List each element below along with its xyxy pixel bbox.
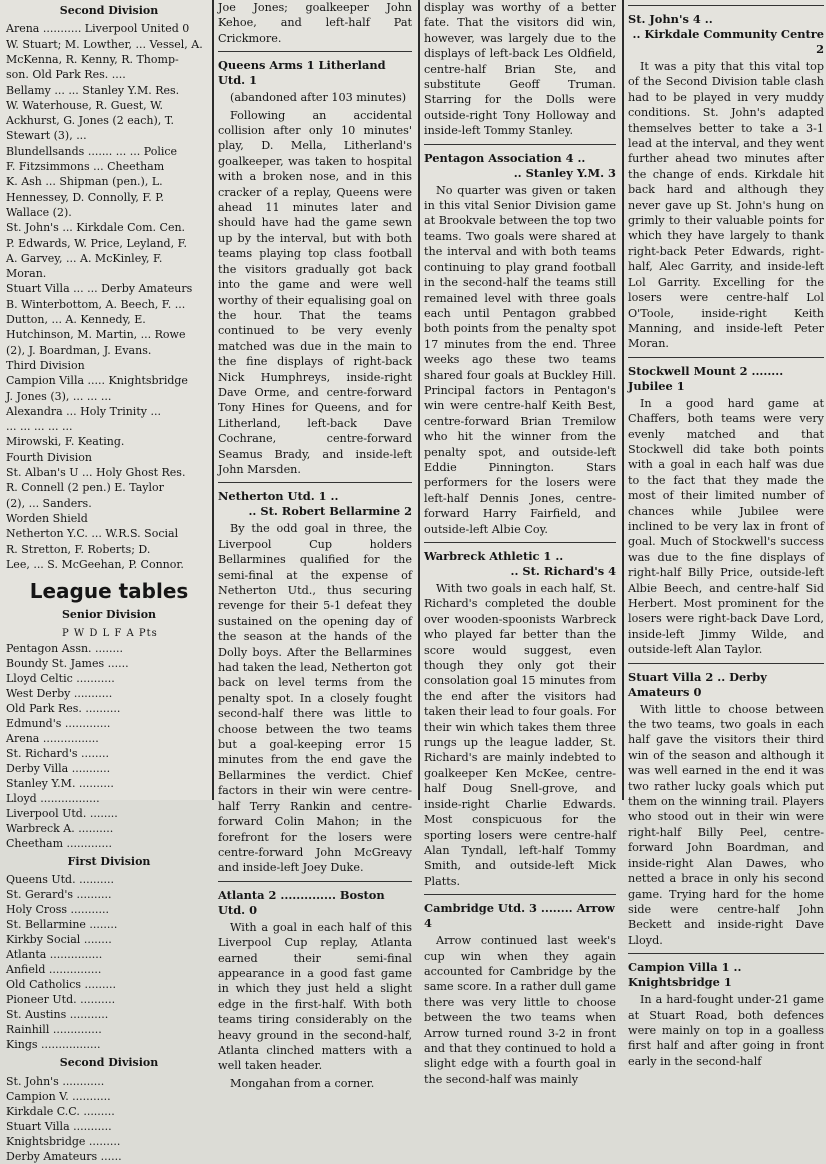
league-tables-title: League tables [29, 579, 189, 604]
article-rule [628, 5, 824, 6]
result-line: Worden Shield [6, 511, 88, 525]
match-headline [628, 12, 824, 57]
report-paragraph: By the odd goal in three, the Liverpool Cup holders Bellarmines qualified for the semi-final at the expense of Netherton Utd., thus securing revenge for their 5-1 defeat they sustained on the opening day of the season at the hands of the Dolly boys. After the Bellarmines had taken the lead, Netherton got back on level terms from the penalty spot. In a closely fought second-half there was little to choose between the two teams but a goal-keeping error 15 minutes from the end gave the Bellarmines the verdict. Chief factors in their win were centre-half Terry Rankin and centre-forward Colin Mahon; in the forefront for the losers were centre-forward John McGreavy and inside-left Joey Duke. [218, 522, 412, 875]
table-row: Kirkby Social ........ [6, 933, 112, 947]
report-paragraph: Mongahan from a corner. [230, 1076, 375, 1090]
table-row: Boundy St. James ...... [6, 656, 129, 670]
result-line: ... ... ... ... ... [6, 420, 73, 434]
headline-score: Netherton Utd. 1 .. [218, 489, 339, 504]
result-line: Third Division [6, 358, 85, 372]
result-line: W. Waterhouse, R. Guest, W. [6, 98, 164, 112]
result-line: Lee, ... S. McGeehan, P. Connor. [6, 557, 184, 571]
match-headline [218, 888, 412, 918]
column-rule [212, 0, 214, 800]
table-row: Stanley Y.M. .......... [6, 776, 114, 790]
table-row: St. John's ............ [6, 1074, 105, 1088]
headline-score: Cambridge Utd. 3 ........ Arrow 4 [424, 901, 615, 931]
report-paragraph: It was a pity that this vital top of the Second Division table clash had to be played in very muddy conditions. St. John's adapted themselves better to take a 3-1 lead at the interval, and they went further ahead two minutes after the change of ends. Kirkdale hit back hard and although they never gave up St. John's hung on grimly to their valuable points for which they have largely to thank right-back Peter Edwards, right-half, Alec Garrity, and inside-left Lol Garrity. Excelling for the losers were centre-half Lol O'Toole, inside-right Keith Manning, and inside-left Peter Moran. [628, 60, 824, 351]
result-line: (2), ... Sanders. [6, 496, 92, 510]
result-line: Bellamy ... ... Stanley Y.M. Res. [6, 83, 180, 97]
report-column-4 [628, 0, 824, 1068]
table-row: Arena ................ [6, 731, 99, 745]
result-line: Arena ........... Liverpool United 0 [6, 22, 190, 36]
result-line: J. Jones (3), ... ... ... [6, 389, 112, 403]
match-headline [218, 489, 412, 519]
result-line: son. Old Park Res. .... [6, 68, 126, 82]
match-reports [628, 5, 824, 1069]
result-line: W. Stuart; M. Lowther, ... Vessel, A. [6, 37, 203, 51]
headline-score: St. John's 4 .. [628, 12, 713, 26]
table-row: Atlanta ............... [6, 948, 103, 962]
table-row: St. Bellarmine ........ [6, 918, 118, 932]
article-rule [628, 663, 824, 664]
table-row: Lloyd Celtic ........... [6, 671, 115, 685]
table-row: St. Austins ........... [6, 1008, 109, 1022]
result-line: P. Edwards, W. Price, Leyland, F. [6, 236, 188, 250]
match-headline [628, 670, 824, 700]
second-division-heading: Second Division [59, 1056, 159, 1070]
headline-score-continued: .. Kirkdale Community Centre 2 [632, 27, 824, 56]
senior-division-heading: Senior Division [61, 608, 157, 622]
result-line: St. John's ... Kirkdale Com. Cen. [6, 221, 186, 235]
article-rule [628, 953, 824, 954]
result-line: Wallace (2). [6, 205, 72, 219]
result-line: R. Stretton, F. Roberts; D. [6, 542, 151, 556]
report-paragraph: Arrow continued last week's cup win when they again accounted for Cambridge by the same score. In a rather dull game there was very little to choose between the two teams when Arrow turned round 3-2 in front and that they continued to hold a slight edge with a fourth goal in the second-half was mainly [424, 934, 616, 1086]
result-line: Ackhurst, G. Jones (2 each), T. [6, 114, 175, 128]
carryover-text: Joe Jones; goalkeeper John Kehoe, and left-half Pat Crickmore. [218, 1, 412, 45]
result-line: Hutchinson, M. Martin, ... Rowe [6, 328, 186, 342]
column-rule [418, 0, 420, 800]
result-line: Dutton, ... A. Kennedy, E. [6, 313, 146, 327]
report-paragraph: In a hard-fought under-21 game at Stuart Road, both defences were mainly on top in a goalless first half and after going in front early in the second-half [628, 993, 824, 1068]
report-paragraph: Following an accidental collision after only 10 minutes' play, D. Mella, Litherland's goalkeeper, was taken to hospital with a broken nose, and in this cracker of a replay, Queens were ahead 11 minutes later and should have had the game sewn up by the interval, but with both teams playing top class football the visitors gradually got back into the game and were well worthy of their equalising goal on the hour. That the teams continued to be very evenly matched was due in the main to the fine displays of right-back Nick Humphreys, inside-right Dave Orme, and centre-forward Tony Hines for Queens, and for Litherland, left-back Dave Cochrane, centre-forward Seamus Brady, and inside-left John Marsden. [218, 108, 412, 476]
table-row: Edmund's ............. [6, 716, 111, 730]
match-headline [628, 364, 824, 394]
result-line: (2), J. Boardman, J. Evans. [6, 343, 152, 357]
match-headline [424, 151, 616, 181]
result-line: Fourth Division [6, 450, 92, 464]
headline-score-continued: .. Stanley Y.M. 3 [513, 165, 616, 180]
match-headline [628, 960, 824, 990]
table-row: West Derby ........... [6, 686, 113, 700]
match-reports [218, 51, 412, 1091]
table-row: Kirkdale C.C. ......... [6, 1104, 115, 1118]
headline-score: Stockwell Mount 2 ........ Jubilee 1 [628, 363, 784, 393]
headline-score: Stuart Villa 2 .. Derby Amateurs 0 [628, 669, 767, 699]
match-reports [424, 144, 616, 1088]
table-row: Lloyd ................. [6, 791, 100, 805]
table-row: Derby Villa ........... [6, 761, 111, 775]
division-heading: Second Division [59, 4, 159, 17]
headline-score-continued: .. St. Richard's 4 [510, 564, 616, 578]
table-row: Warbreck A. .......... [6, 821, 114, 835]
first-division-heading: First Division [67, 854, 151, 868]
article-rule [424, 144, 616, 145]
result-line: A. Garvey, ... A. McKinley, F. [6, 251, 163, 265]
report-paragraph: No quarter was given or taken in this vital Senior Division game at Brookvale between the top two teams. Two goals were shared at the interval and with both teams continuing to play grand football in the second-half the teams still remained level with three goals each until Pentagon grabbed both points from the penalty spot 17 minutes from the end. Three weeks ago these two teams shared four goals at Buckley Hill. Principal factors in Pentagon's win were centre-half Keith Best, centre-forward Brian Tremilow who hit the winner from the penalty spot, and outside-left Eddie Pinnington. Stars performers for the losers were left-half Dennis Jones, centre-forward Harry Fairfield, and outside-left Albie Coy. [424, 183, 616, 536]
match-headline [424, 901, 616, 931]
report-paragraph: With little to choose between the two teams, two goals in each half gave the visitors their third win of the season and although it was well earned in the end it was two rather lucky goals which put them on the winning trail. Players who stood out in their win were right-half Billy Peel, centre-forward John Boardman, and inside-right Alan Dawes, who netted a brace in only his second game. Trying hard for the home side were centre-half John Beckett and inside-right Dave Lloyd. [628, 702, 824, 947]
article-rule [218, 482, 412, 483]
table-row: Pioneer Utd. .......... [6, 993, 116, 1007]
carryover-text: display was worthy of a better fate. That the visitors did win, however, was largely due to the displays of left-back Les Oldfield, centre-half Brian Ste, and substitute Geoff Truman. Starring for the Dolls were outside-right Tony Holloway and inside-left Tommy Stanley. [424, 1, 616, 138]
table-row: Anfield ............... [6, 963, 102, 977]
result-line: Stewart (3), ... [6, 129, 87, 143]
result-line: McKenna, R. Kenny, R. Thomp- [6, 53, 179, 66]
headline-score-continued: .. St. Robert Bellarmine 2 [248, 504, 412, 519]
report-column-2 [218, 0, 412, 1090]
table-row: St. Richard's ........ [6, 746, 109, 760]
headline-score: Pentagon Association 4 .. [424, 150, 586, 165]
result-line: K. Ash ... Shipman (pen.), L. [6, 175, 163, 189]
headline-score: Atlanta 2 .............. Boston Utd. 0 [218, 887, 385, 917]
article-rule [218, 51, 412, 52]
results-list [6, 21, 212, 572]
article-rule [424, 894, 616, 895]
table-row: Queens Utd. .......... [6, 873, 115, 887]
table-header: P W D L F A Pts [62, 627, 158, 639]
result-line: St. Alban's U ... Holy Ghost Res. [6, 466, 186, 480]
result-line: F. Fitzsimmons ... Cheetham [6, 160, 165, 174]
table-row: Stuart Villa ........... [6, 1119, 112, 1133]
report-column-3 [424, 0, 616, 1086]
column-rule [622, 0, 624, 800]
report-paragraph: With two goals in each half, St. Richard's completed the double over wooden-spoonists Warbreck who played far better than the score would suggest, even though they only got their consolation goal 15 minutes from the end after the visitors had taken their lead to four goals. For their win which takes them three rungs up the league ladder, St. Richard's are mainly indebted to goalkeeper Ken McKee, centre-half Doug Snell-grove, and inside-right Charlie Edwards. Most conspicuous for the sporting losers were centre-half Alan Tyndall, left-half Tommy Smith, and outside-left Mick Platts. [424, 582, 616, 888]
table-row: Rainhill .............. [6, 1023, 102, 1037]
first-division-table [6, 872, 212, 1052]
report-paragraph: (abandoned after 103 minutes) [230, 91, 407, 105]
headline-score: Warbreck Athletic 1 .. [424, 549, 564, 563]
result-line: Campion Villa ..... Knightsbridge [6, 374, 188, 388]
table-row: Old Park Res. .......... [6, 701, 121, 715]
table-row: Old Catholics ......... [6, 978, 116, 992]
result-line: R. Connell (2 pen.) E. Taylor [6, 481, 164, 495]
result-line: Netherton Y.C. ... W.R.S. Social [6, 527, 179, 541]
match-headline [218, 58, 412, 88]
senior-table [6, 641, 212, 851]
table-row: Campion V. ........... [6, 1089, 111, 1103]
result-line: Moran. [6, 267, 47, 281]
report-paragraph: With a goal in each half of this Liverpool Cup replay, Atlanta earned their semi-final appearance in a good fast game in which they just held a slight edge in the first-half. With both teams tiring considerably on the heavy ground in the second-half, Atlanta clinched matters with a well taken header. [218, 920, 412, 1073]
report-paragraph: In a good hard game at Chaffers, both teams were very evenly matched and that Stockwell did take both points with a goal in each half was due to the fact that they made the most of their limited number of chances while Jubilee were inclined to be very lax in front of goal. Much of Stockwell's success was due to the fine displays of right-half Billy Price, outside-left Albie Beech, and centre-half Sid Herbert. Most prominent for the losers were right-back Dave Lord, inside-left Jimmy Wilde, and outside-left Alan Taylor. [628, 396, 824, 657]
result-line: B. Winterbottom, A. Beech, F. ... [6, 297, 186, 311]
table-row: Cheetham ............. [6, 836, 112, 850]
table-row: Derby Amateurs ...... [6, 1149, 122, 1163]
article-rule [218, 881, 412, 882]
result-line: Alexandra ... Holy Trinity ... [6, 404, 161, 418]
table-row: St. Gerard's .......... [6, 888, 112, 902]
article-rule [424, 542, 616, 543]
table-row: Knightsbridge ......... [6, 1134, 121, 1148]
headline-score: Campion Villa 1 .. Knightsbridge 1 [628, 960, 742, 990]
headline-score: Queens Arms 1 Litherland Utd. 1 [218, 58, 386, 88]
table-row: Kings ................. [6, 1038, 101, 1052]
results-column [0, 0, 212, 1163]
match-headline [424, 549, 616, 579]
table-row: Pentagon Assn. ........ [6, 641, 124, 655]
result-line: Mirowski, F. Keating. [6, 435, 125, 449]
result-line: Hennessey, D. Connolly, F. P. [6, 190, 164, 204]
article-rule [628, 357, 824, 358]
second-division-table [6, 1074, 212, 1164]
result-line: Stuart Villa ... ... Derby Amateurs [6, 282, 193, 296]
result-line: Blundellsands ....... ... ... Police [6, 144, 178, 158]
table-row: Liverpool Utd. ........ [6, 806, 118, 820]
table-row: Holy Cross ........... [6, 903, 109, 917]
